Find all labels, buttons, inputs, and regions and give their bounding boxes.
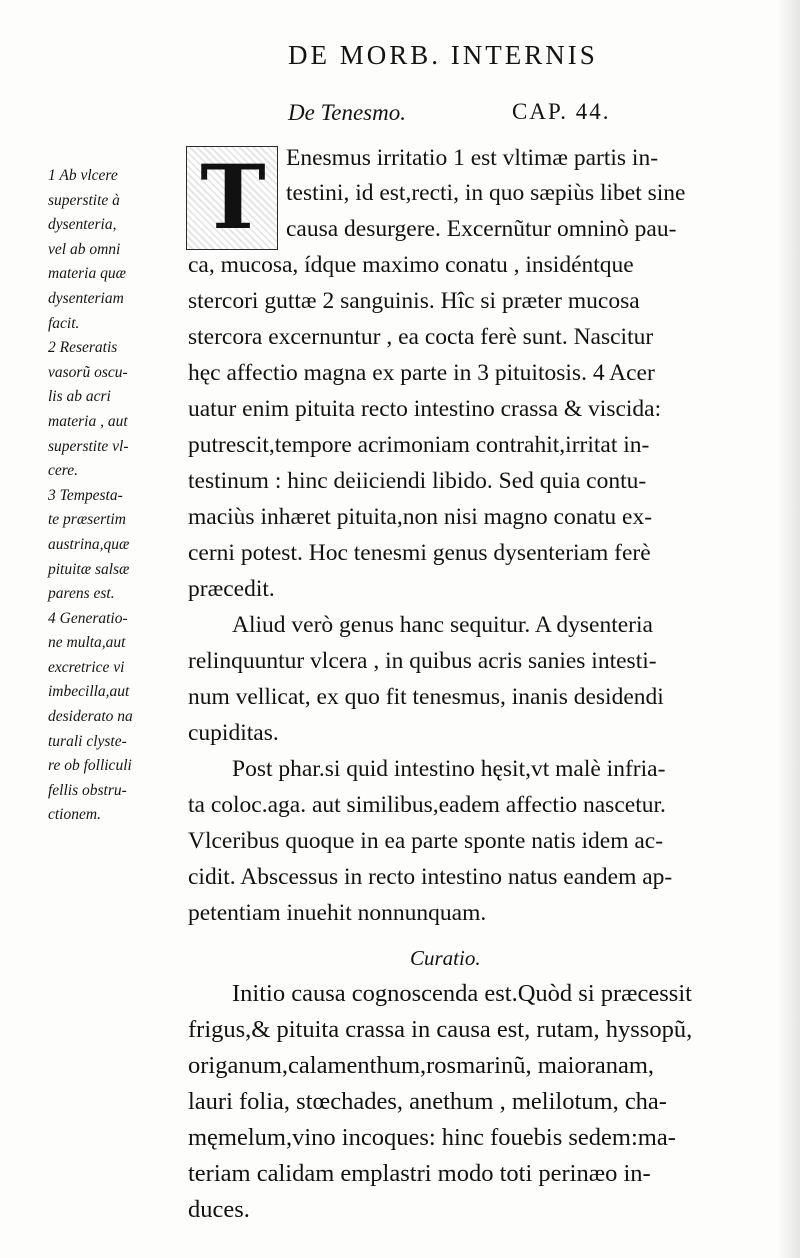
body-text-line: Vlceribus quoque in ea parte sponte natis idem ac- [188, 828, 664, 854]
body-text-line: stercora excernuntur , ea cocta ferè sunt. Nascitur [188, 324, 654, 350]
curatio-text-line: lauri folia, stœchades, anethum , melilotum, cha- [188, 1088, 667, 1115]
curatio-text-line: Initio causa cognoscenda est.Quòd si præcessit [232, 980, 692, 1007]
body-text-line: relinquuntur vlcera , in quibus acris sanies intesti- [188, 648, 657, 674]
margin-note-line: 4 Generatio- [48, 609, 128, 627]
body-text-line: testini, id est,recti, in quo sæpiùs libet sine [286, 180, 686, 206]
margin-note-line: vel ab omni [48, 240, 121, 258]
curatio-text-line: frigus,& pituita crassa in causa est, rutam, hyssopũ, [188, 1016, 693, 1043]
margin-note-line: desiderato na [48, 708, 133, 726]
margin-note-line: excretrice vi [48, 658, 125, 676]
curatio-text-line: duces. [188, 1196, 250, 1223]
margin-note-line: 2 Reseratis [48, 339, 118, 357]
body-text-line: cerni potest. Hoc tenesmi genus dysenteriam ferè [188, 540, 651, 566]
margin-notes [48, 164, 184, 828]
margin-note-line: materia , aut [48, 412, 128, 430]
margin-note-line: lis ab acri [48, 388, 111, 406]
margin-note-line: pituitæ salsæ [48, 560, 130, 578]
body-text-line: petentiam inuehit nonnunquam. [188, 900, 487, 926]
body-text-line: putrescit,tempore acrimoniam contrahit,irritat in- [188, 432, 650, 458]
body-text-line: hęc affectio magna ex parte in 3 pituitosis. 4 Acer [188, 360, 655, 386]
margin-note-line: austrina,quæ [48, 535, 130, 553]
body-text-line: præcedit. [188, 576, 275, 602]
margin-note-line: parens est. [48, 585, 115, 603]
page-edge-shadow [778, 0, 800, 1258]
margin-note-line: cere. [48, 462, 78, 480]
chapter-number: CAP. 44. [512, 99, 611, 124]
margin-note-line: fellis obstru- [48, 781, 127, 799]
body-text-line: cupiditas. [188, 720, 279, 746]
margin-note-line: ne multa,aut [48, 634, 126, 652]
running-head: DE MORB. INTERNIS [288, 40, 598, 70]
margin-note-line: materia quæ [48, 265, 126, 283]
body-text-line: Aliud verò genus hanc sequitur. A dysenteria [232, 612, 653, 638]
margin-note-line: vasorũ oscu- [48, 363, 128, 381]
margin-note-line: dysenteria, [48, 216, 117, 234]
margin-note-line: imbecilla,aut [48, 683, 130, 701]
margin-note-line: te præsertim [48, 511, 126, 529]
body-text-line: ta coloc.aga. aut similibus,eadem affectio nascetur. [188, 792, 666, 818]
body-text-line: maciùs inhæret pituita,non nisi magno conatu ex- [188, 504, 653, 530]
initial-letter: T [200, 146, 266, 249]
margin-note-line: re ob folliculi [48, 757, 132, 775]
decorated-initial [186, 146, 278, 250]
body-text-line: num vellicat, ex quo fit tenesmus, inanis desidendi [188, 684, 664, 710]
curatio-heading: Curatio. [410, 946, 481, 970]
margin-note-line: superstite vl- [48, 437, 129, 455]
chapter-title: De Tenesmo. [288, 100, 406, 125]
margin-note-line: turali clyste- [48, 732, 127, 750]
curatio-text-line: teriam calidam emplastri modo toti perinæo in- [188, 1160, 651, 1187]
body-text-line: stercori guttæ 2 sanguinis. Hîc si præter mucosa [188, 288, 640, 314]
body-text-line: uatur enim pituita recto intestino crassa & viscida: [188, 396, 662, 422]
margin-note-line: ctionem. [48, 806, 101, 824]
margin-note-line: facit. [48, 314, 80, 332]
body-text-line: causa desurgere. Excernũtur omninò pau- [286, 216, 677, 242]
body-text-line: cidit. Abscessus in recto intestino natus eandem ap- [188, 864, 673, 890]
margin-note-line: dysenteriam [48, 289, 124, 307]
margin-note-line: 3 Tempesta- [48, 486, 123, 504]
body-text-line: Enesmus irritatio 1 est vltimæ partis in- [286, 145, 659, 171]
curatio-text-line: męmelum,vino incoques: hinc fouebis sedem:ma- [188, 1124, 676, 1151]
margin-note-line: superstite à [48, 191, 120, 209]
body-text-line: ca, mucosa, ídque maximo conatu , insidéntque [188, 252, 634, 278]
body-text-line: testinum : hinc deiiciendi libido. Sed quia contu- [188, 468, 647, 494]
body-text-line: Post phar.si quid intestino hęsit,vt malè infria- [232, 756, 666, 782]
margin-note-line: 1 Ab vlcere [48, 167, 118, 184]
curatio-text-line: origanum,calamenthum,rosmarinũ, maioranam, [188, 1052, 655, 1079]
